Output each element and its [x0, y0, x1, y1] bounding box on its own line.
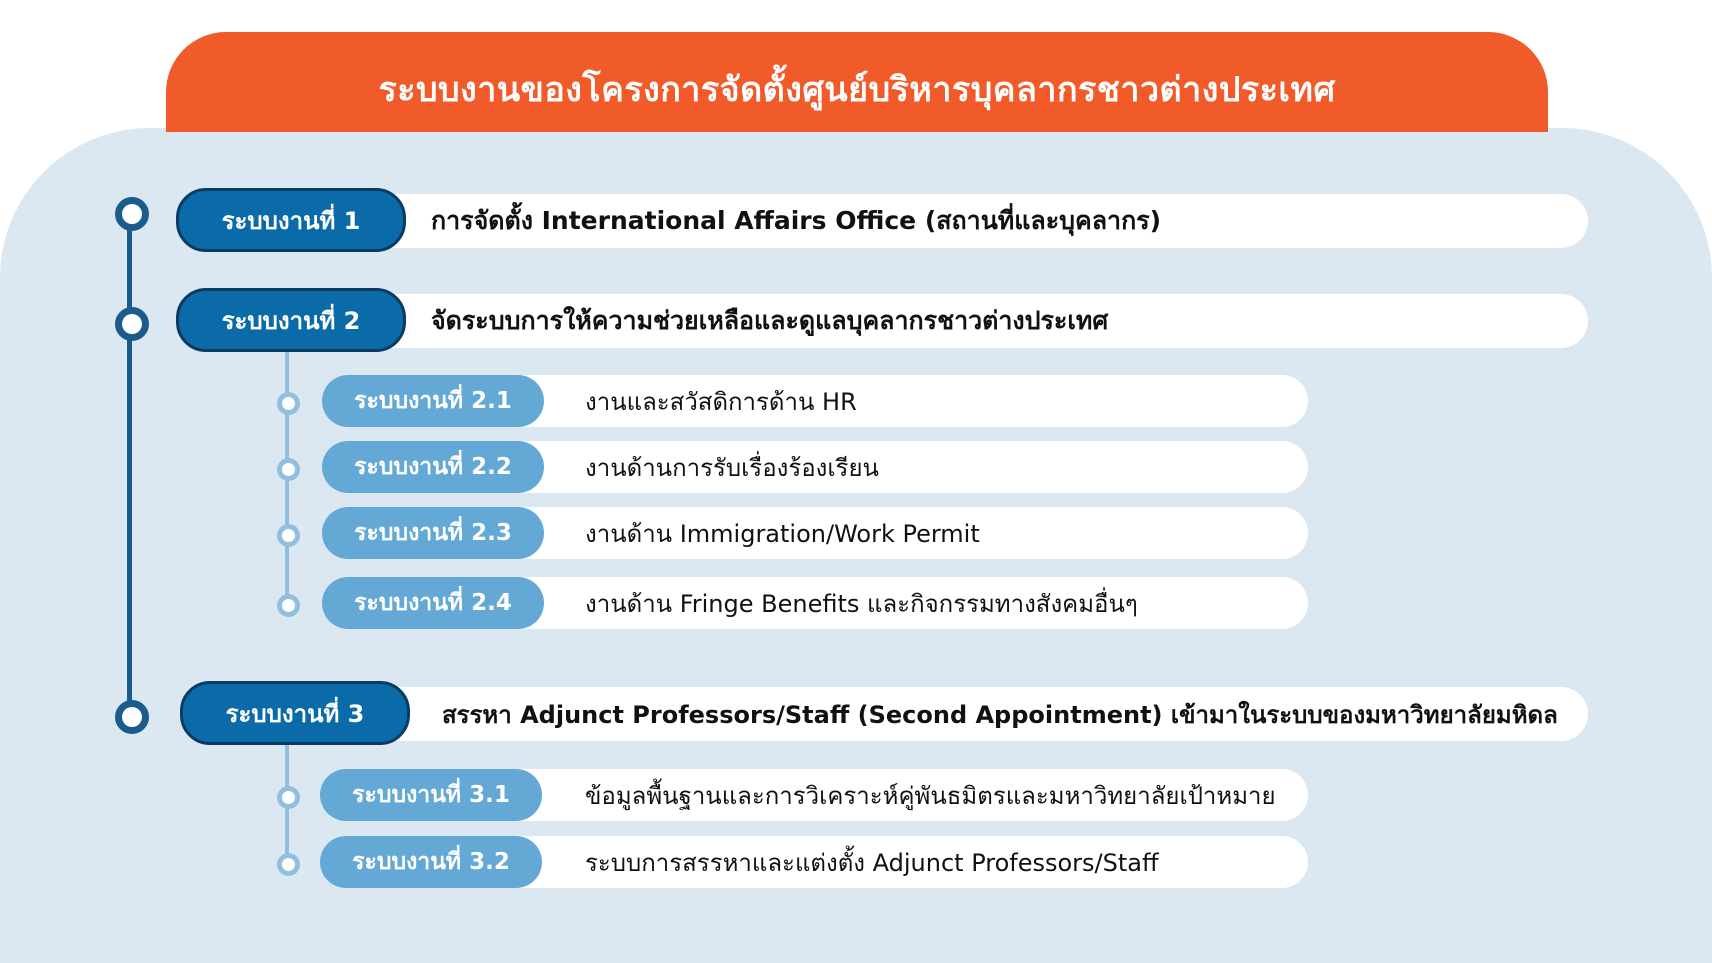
subsystem-label-2-2: ระบบงานที่ 2.2 — [322, 441, 544, 493]
subsystem-label-2-3: ระบบงานที่ 2.3 — [322, 507, 544, 559]
subsystem-text-3-1: ข้อมูลพื้นฐานและการวิเคราะห์คู่พันธมิตรและมหาวิทยาลัยเป้าหมาย — [585, 781, 1276, 810]
main-timeline-line — [127, 210, 132, 715]
subsystem-text-2-4: งานด้าน Fringe Benefits และกิจกรรมทางสังคมอื่นๆ — [585, 589, 1138, 618]
timeline-node-3 — [115, 700, 149, 734]
diagram-title: ระบบงานของโครงการจัดตั้งศูนย์บริหารบุคลากรชาวต่างประเทศ — [378, 70, 1336, 110]
subsystem-text-2-2: งานด้านการรับเรื่องร้องเรียน — [585, 453, 879, 482]
subsystem-label-2-1: ระบบงานที่ 2.1 — [322, 375, 544, 427]
subsystem-row-3-2 — [320, 836, 1308, 888]
subsystem-row-2-1 — [322, 375, 1308, 427]
subsystem-label-3-2: ระบบงานที่ 3.2 — [320, 836, 542, 888]
sub-node-2-1 — [277, 392, 300, 415]
sub-node-2-2 — [277, 458, 300, 481]
subsystem-label-2-4: ระบบงานที่ 2.4 — [322, 577, 544, 629]
subsystem-row-2-4 — [322, 577, 1308, 629]
timeline-node-1 — [115, 197, 149, 231]
sub-node-2-3 — [277, 524, 300, 547]
system-text-1: การจัดตั้ง International Affairs Office (สถานที่และบุคลากร) — [431, 206, 1162, 235]
sub-node-3-1 — [277, 786, 300, 809]
subsystem-text-2-3: งานด้าน Immigration/Work Permit — [585, 519, 980, 548]
subsystem-text-3-2: ระบบการสรรหาและแต่งตั้ง Adjunct Professors/Staff — [585, 848, 1159, 877]
system-label-2: ระบบงานที่ 2 — [176, 288, 406, 352]
subsystem-row-2-2 — [322, 441, 1308, 493]
system-text-2: จัดระบบการให้ความช่วยเหลือและดูแลบุคลากรชาวต่างประเทศ — [431, 306, 1109, 335]
subsystem-text-2-1: งานและสวัสดิการด้าน HR — [585, 387, 857, 416]
system-row-2 — [176, 294, 1588, 348]
subsystem-row-2-3 — [322, 507, 1308, 559]
system-text-3: สรรหา Adjunct Professors/Staff (Second Appointment) เข้ามาในระบบของมหาวิทยาลัยมหิดล — [442, 700, 1558, 729]
sub-node-2-4 — [277, 594, 300, 617]
subsystem-row-3-1 — [320, 769, 1308, 821]
sub-node-3-2 — [277, 853, 300, 876]
title-banner — [166, 32, 1548, 132]
system-label-1: ระบบงานที่ 1 — [176, 188, 406, 252]
timeline-node-2 — [115, 307, 149, 341]
subsystem-label-3-1: ระบบงานที่ 3.1 — [320, 769, 542, 821]
system-label-3: ระบบงานที่ 3 — [180, 681, 410, 745]
system-row-3 — [180, 687, 1588, 741]
system-row-1 — [176, 194, 1588, 248]
